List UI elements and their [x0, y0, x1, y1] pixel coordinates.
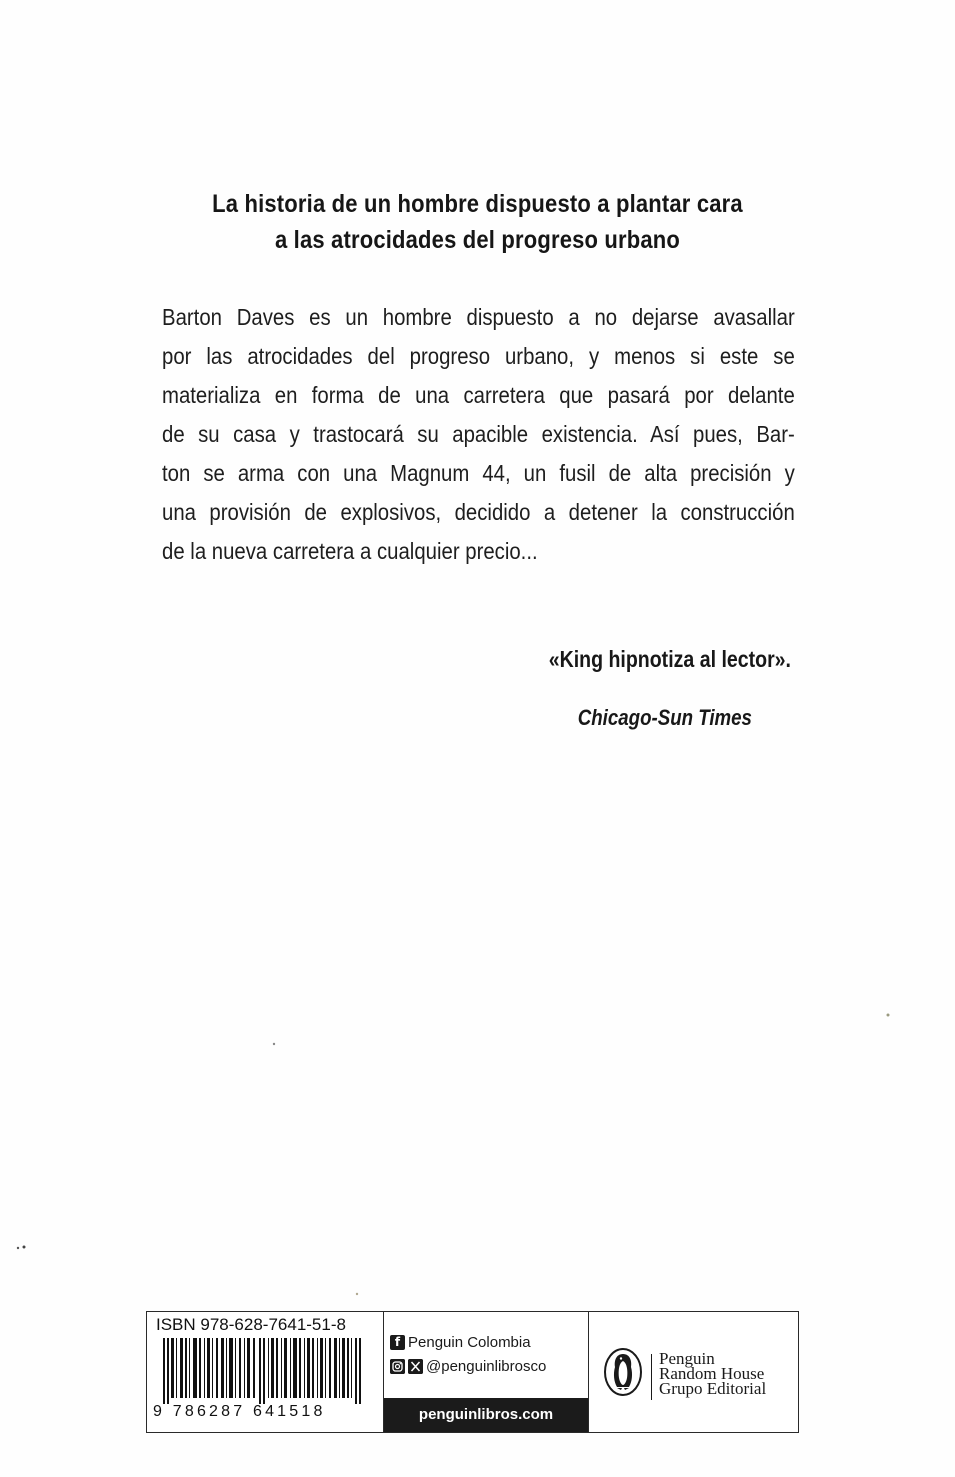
headline: [163, 186, 792, 258]
social-handle-row[interactable]: [390, 1358, 546, 1375]
publisher-name: [659, 1351, 766, 1396]
synopsis-line: por las atrocidades del progreso urbano, y menos si este se: [162, 343, 795, 369]
headline-line-2: a las atrocidades del progreso urbano: [274, 226, 681, 254]
review-quote: «King hipnotiza al lector».: [548, 646, 791, 672]
social-handle: @penguinlibrosco: [426, 1358, 547, 1375]
synopsis-line: de su casa y trastocará su apacible existencia. Así pues, Bar-: [162, 421, 795, 447]
website-link[interactable]: penguinlibros.com: [384, 1398, 588, 1432]
review-quote-source: Chicago-Sun Times: [577, 705, 752, 730]
publisher-info-box: [146, 1311, 799, 1433]
synopsis-line: ton se arma con una Magnum 44, un fusil de alta precisión y: [162, 460, 795, 486]
publisher-line-2: Random House: [659, 1364, 765, 1383]
synopsis-line: de la nueva carretera a cualquier precio...: [162, 538, 538, 564]
facebook-icon: f: [390, 1335, 405, 1350]
instagram-icon: [390, 1359, 405, 1374]
facebook-label: Penguin Colombia: [408, 1334, 531, 1351]
social-cell: [384, 1312, 589, 1432]
isbn-label: ISBN 978-628-7641-51-8: [156, 1315, 346, 1334]
barcode-digits: 9 786287 641518: [153, 1403, 326, 1420]
synopsis: [162, 298, 795, 571]
facebook-row[interactable]: [390, 1334, 531, 1351]
publisher-divider: [651, 1354, 652, 1400]
publisher-line-3: Grupo Editorial: [659, 1379, 767, 1398]
barcode-icon: [153, 1338, 377, 1404]
headline-line-1: La historia de un hombre dispuesto a plantar cara: [212, 190, 743, 218]
synopsis-line: Barton Daves es un hombre dispuesto a no dejarse avasallar: [162, 304, 795, 330]
synopsis-line: materializa en forma de una carretera que pasará por delante: [162, 382, 795, 408]
synopsis-line: una provisión de explosivos, decidido a detener la construcción: [162, 499, 795, 525]
publisher-line-1: Penguin: [659, 1349, 715, 1368]
x-icon: [408, 1359, 423, 1374]
publisher-cell: [589, 1312, 798, 1432]
barcode-cell: [147, 1312, 384, 1432]
penguin-logo-icon: [603, 1347, 643, 1397]
